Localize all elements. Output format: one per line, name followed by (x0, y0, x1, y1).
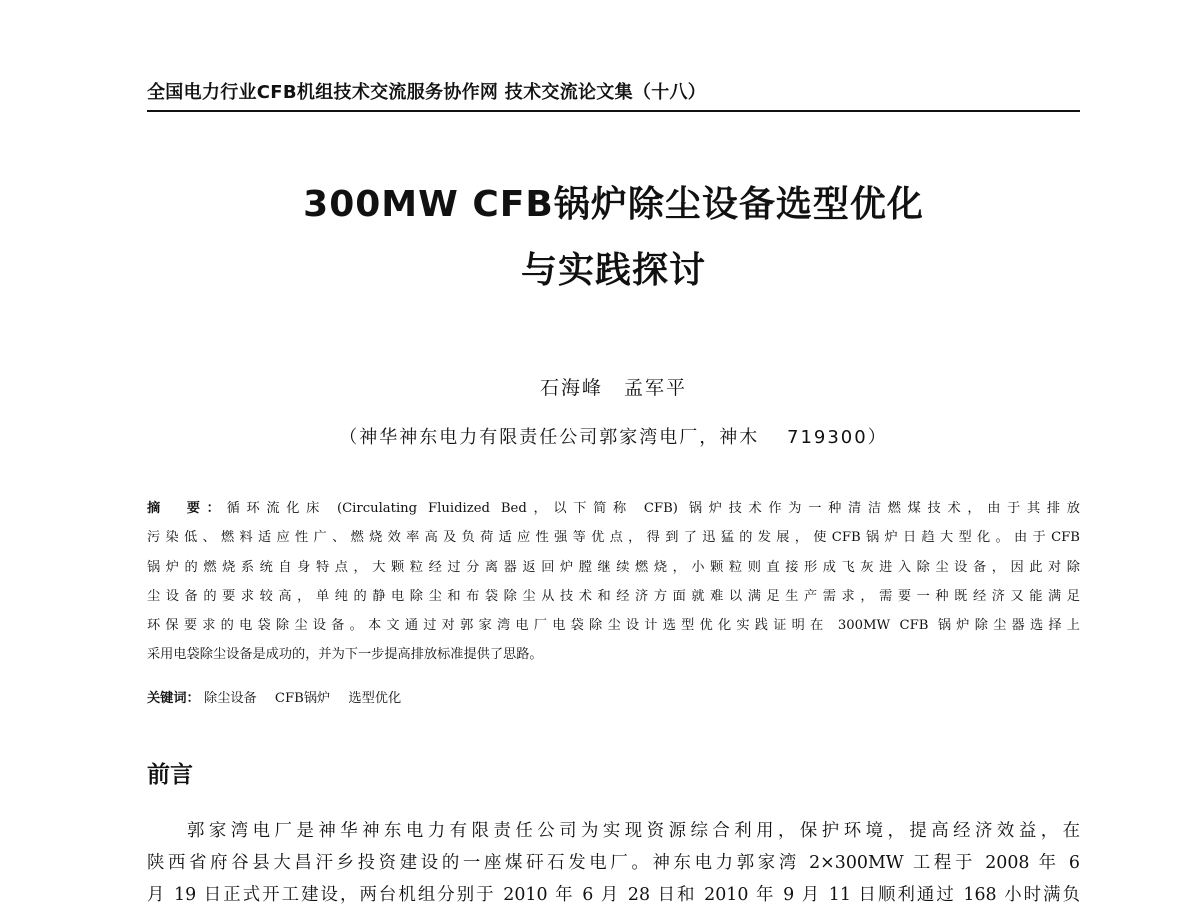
affiliation: （神华神东电力有限责任公司郭家湾电厂，神木 719300） (339, 427, 888, 448)
body-line-2: 陕西省府谷县大昌汗乡投资建设的一座煤矸石发电厂。神东电力郭家湾 2×300MW 工程于 2008 年 6 (147, 853, 1080, 873)
title-line-2: 与实践探讨 (520, 250, 706, 291)
paper-title (147, 172, 1080, 304)
keywords-label: 关键词： (147, 691, 200, 706)
abstract-text-1: 循环流化床 (Circulating Fluidized Bed，以下简称 CFB) 锅炉技术作为一种清洁燃煤技术，由于其排放 (226, 501, 1080, 516)
section-heading: 前言 (147, 762, 193, 788)
abstract-line-1 (147, 494, 1080, 523)
abstract-label: 摘 要： (147, 501, 227, 516)
keywords (147, 686, 1080, 712)
abstract-line-5: 环保要求的电袋除尘设备。本文通过对郭家湾电厂电袋除尘设计选型优化实践证明在 300MW CFB 锅炉除尘器选择上 (147, 618, 1080, 634)
keyword-item: 选型优化 (348, 691, 402, 706)
abstract-line-4: 尘设备的要求较高，单纯的静电除尘和布袋除尘从技术和经济方面就难以满足生产需求，需要一种既经济又能满足 (147, 588, 1080, 604)
abstract-line-6: 采用电袋除尘设备是成功的，并为下一步提高排放标准提供了思路。 (147, 647, 543, 663)
abstract (147, 494, 1080, 670)
body-paragraph (147, 815, 1080, 911)
running-header-text: 全国电力行业CFB机组技术交流服务协作网 技术交流论文集（十八） (147, 82, 707, 103)
body-line-3: 月 19 日正式开工建设，两台机组分别于 2010 年 6 月 28 日和 2010 年 9 月 11 日顺利通过 168 小时满负 (147, 885, 1080, 905)
body-line-1: 郭家湾电厂是神华神东电力有限责任公司为实现资源综合利用，保护环境，提高经济效益，在 (187, 821, 1080, 841)
abstract-line-2: 污染低、燃料适应性广、燃烧效率高及负荷适应性强等优点，得到了迅猛的发展，使CFB锅炉日趋大型化。由于CFB (147, 530, 1080, 546)
running-header (147, 80, 1080, 112)
authors: 石海峰 孟军平 (539, 377, 687, 399)
keyword-item: CFB锅炉 (274, 691, 331, 706)
title-line-1: 300MW CFB锅炉除尘设备选型优化 (303, 184, 924, 225)
keyword-item: 除尘设备 (203, 691, 257, 706)
abstract-line-3: 锅炉的燃烧系统自身特点，大颗粒经过分离器返回炉膛继续燃烧，小颗粒则直接形成飞灰进入除尘设备，因此对除 (147, 559, 1080, 575)
